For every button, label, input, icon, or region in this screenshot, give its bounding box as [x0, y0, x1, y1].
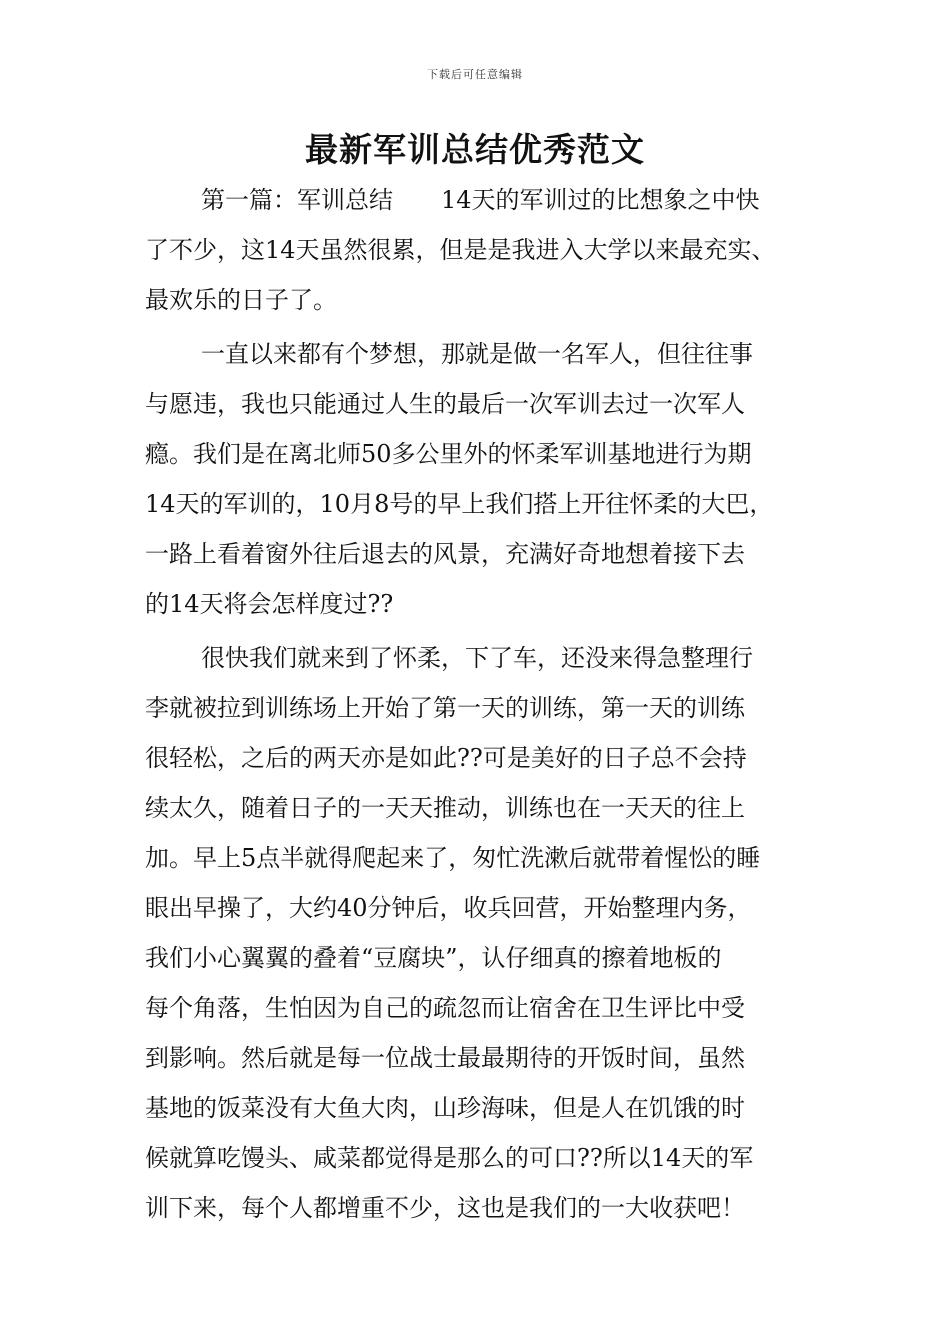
- text-line: 我们小心翼翼的叠着“豆腐块”，认仔细真的擦着地板的: [145, 944, 722, 972]
- text-line: 最欢乐的日子了。: [145, 286, 337, 314]
- document-title: 最新军训总结优秀范文: [305, 130, 645, 169]
- text-line: 很轻松，之后的两天亦是如此??可是美好的日子总不会持: [145, 744, 747, 772]
- text-line: 一直以来都有个梦想，那就是做一名军人，但往往事: [201, 340, 753, 368]
- header-note: 下载后可任意编辑: [427, 68, 523, 81]
- text-line: 眼出早操了，大约40分钟后，收兵回营，开始整理内务，: [145, 894, 752, 922]
- text-line: 候就算吃馒头、咸菜都觉得是那么的可口??所以14天的军: [145, 1144, 754, 1172]
- paragraph-1: [145, 175, 835, 325]
- text-line: 瘾。我们是在离北师50多公里外的怀柔军训基地进行为期: [145, 440, 752, 468]
- text-line: 很快我们就来到了怀柔，下了车，还没来得急整理行: [201, 644, 753, 672]
- text-line: 14天的军训的，10月8号的早上我们搭上开往怀柔的大巴，: [145, 490, 774, 518]
- text-line: 李就被拉到训练场上开始了第一天的训练，第一天的训练: [145, 694, 745, 722]
- text-line: 的14天将会怎样度过??: [145, 590, 394, 618]
- text-line: 一路上看着窗外往后退去的风景，充满好奇地想着接下去: [145, 540, 745, 568]
- text-line: 到影响。然后就是每一位战士最最期待的开饭时间，虽然: [145, 1044, 745, 1072]
- text-line: 基地的饭菜没有大鱼大肉，山珍海味，但是人在饥饿的时: [145, 1094, 745, 1122]
- text-line: 每个角落，生怕因为自己的疏忽而让宿舍在卫生评比中受: [145, 994, 745, 1022]
- text-line: 训下来，每个人都增重不少，这也是我们的一大收获吧！: [145, 1194, 745, 1222]
- text-line: 了不少，这14天虽然很累，但是是我进入大学以来最充实、: [145, 236, 776, 264]
- document-body: [145, 175, 835, 1233]
- text-line: 第一篇：军训总结 14天的军训过的比想象之中快: [201, 186, 760, 214]
- paragraph-3: [145, 633, 835, 1233]
- paragraph-2: [145, 329, 835, 629]
- text-line: 与愿违，我也只能通过人生的最后一次军训去过一次军人: [145, 390, 745, 418]
- text-line: 续太久，随着日子的一天天推动，训练也在一天天的往上: [145, 794, 745, 822]
- text-line: 加。早上5点半就得爬起来了，匆忙洗漱后就带着惺忪的睡: [145, 844, 761, 872]
